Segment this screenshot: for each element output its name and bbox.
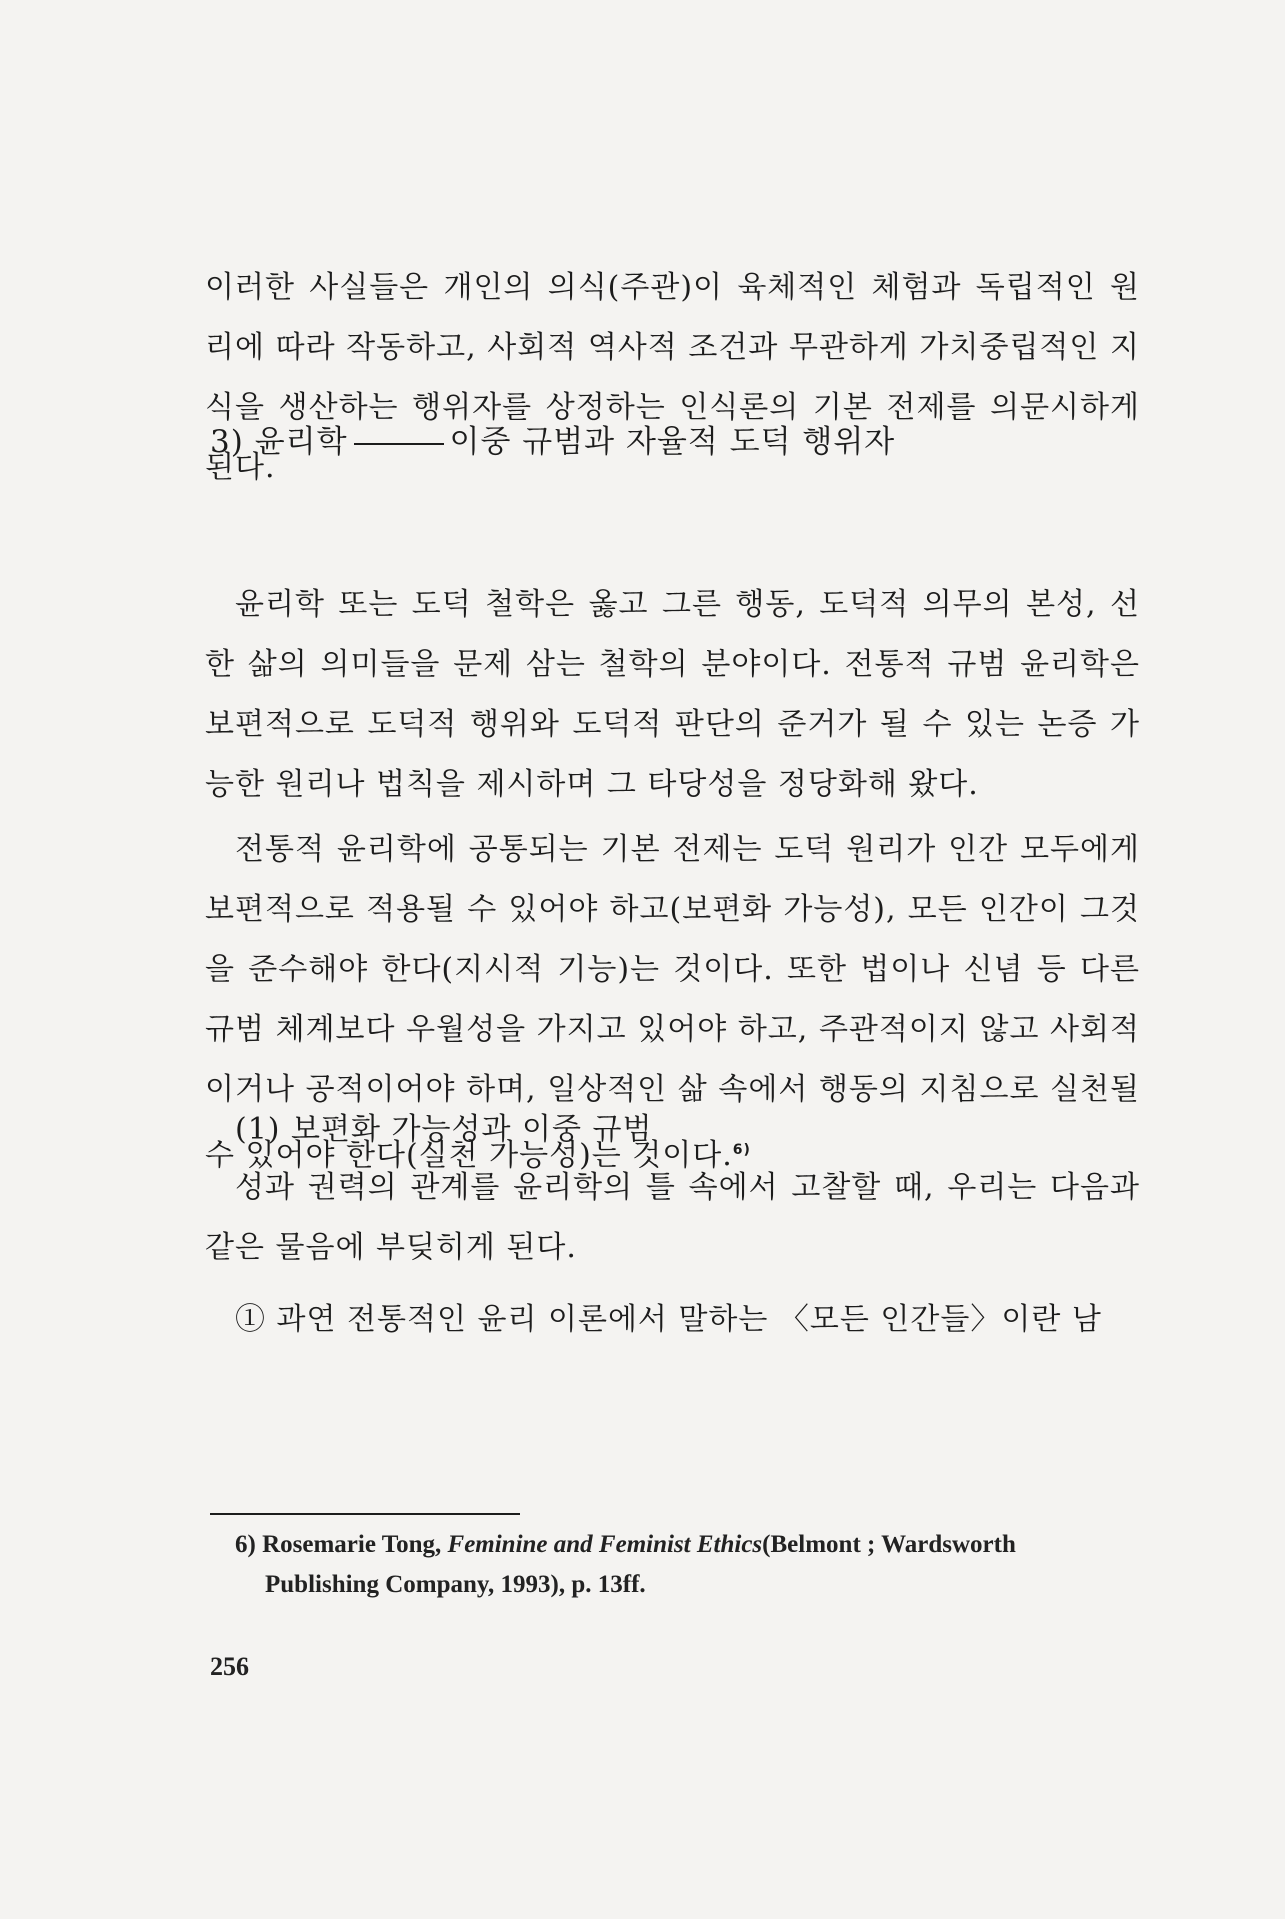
paragraph-question-1 — [205, 1290, 1140, 1350]
footnote-book-title: Feminine and Feminist Ethics — [447, 1531, 763, 1558]
paragraph-text: 전통적 윤리학에 공통되는 기본 전제는 도덕 원리가 인간 모두에게 보편적으로 적용될 수 있어야 하고(보편화 가능성), 모든 인간이 그것을 준수해야 한다(지시적 기능)는 것이다. 또한 법이나 신념 등 다른 규범 체계보다 우월성을 가지고 있어야 하고, 주관적이지 않고 사회적이거나 공적이어야 하며, 일상적인 삶 속에서 행동의 지침으로 실천될 수 있어야 한다(실천 가능성)는 것이다. — [205, 832, 1140, 1173]
footnote-author: Rosemarie Tong, — [262, 1531, 442, 1558]
footnote-reference[interactable]: 6) — [732, 1142, 751, 1158]
section-title-main: 윤리학 — [254, 424, 348, 460]
paragraph-ethics-definition — [205, 575, 1140, 815]
paragraph-gender-power — [205, 1158, 1140, 1278]
footnote — [235, 1525, 1140, 1605]
footnote-separator — [210, 1513, 520, 1515]
footnote-publisher: (Belmont ; Wardsworth — [762, 1531, 1016, 1558]
footnote-publisher-cont: Publishing Company, 1993), p. 13ff. — [265, 1571, 646, 1598]
subsection-heading: (1) 보편화 가능성과 이중 규범 — [235, 1112, 653, 1147]
section-title-sub: 이중 규범과 자율적 도덕 행위자 — [449, 424, 896, 460]
footnote-number: 6) — [235, 1531, 256, 1558]
page-number: 256 — [210, 1652, 249, 1681]
paragraph-text: ① 과연 전통적인 윤리 이론에서 말하는 〈모든 인간들〉이란 남 — [235, 1302, 1102, 1337]
em-dash-rule — [354, 443, 444, 445]
paragraph-text: 윤리학 또는 도덕 철학은 옳고 그른 행동, 도덕적 의무의 본성, 선한 삶의 의미들을 문제 삼는 철학의 분야이다. 전통적 규범 윤리학은 보편적으로 도덕적 행위와 도덕적 판단의 준거가 될 수 있는 논증 가능한 원리나 법칙을 제시하며 그 타당성을 정당화해 왔다. — [205, 587, 1140, 802]
section-number: 3) — [210, 424, 244, 460]
paragraph-text: 이러한 사실들은 개인의 의식(주관)이 육체적인 체험과 독립적인 원리에 따라 작동하고, 사회적 역사적 조건과 무관하게 가치중립적인 지식을 생산하는 행위자를 상정하는 인식론의 기본 전제를 의문시하게 된다. — [205, 270, 1140, 485]
paragraph-text: 성과 권력의 관계를 윤리학의 틀 속에서 고찰할 때, 우리는 다음과 같은 물음에 부딪히게 된다. — [205, 1170, 1140, 1265]
section-heading — [210, 412, 895, 472]
